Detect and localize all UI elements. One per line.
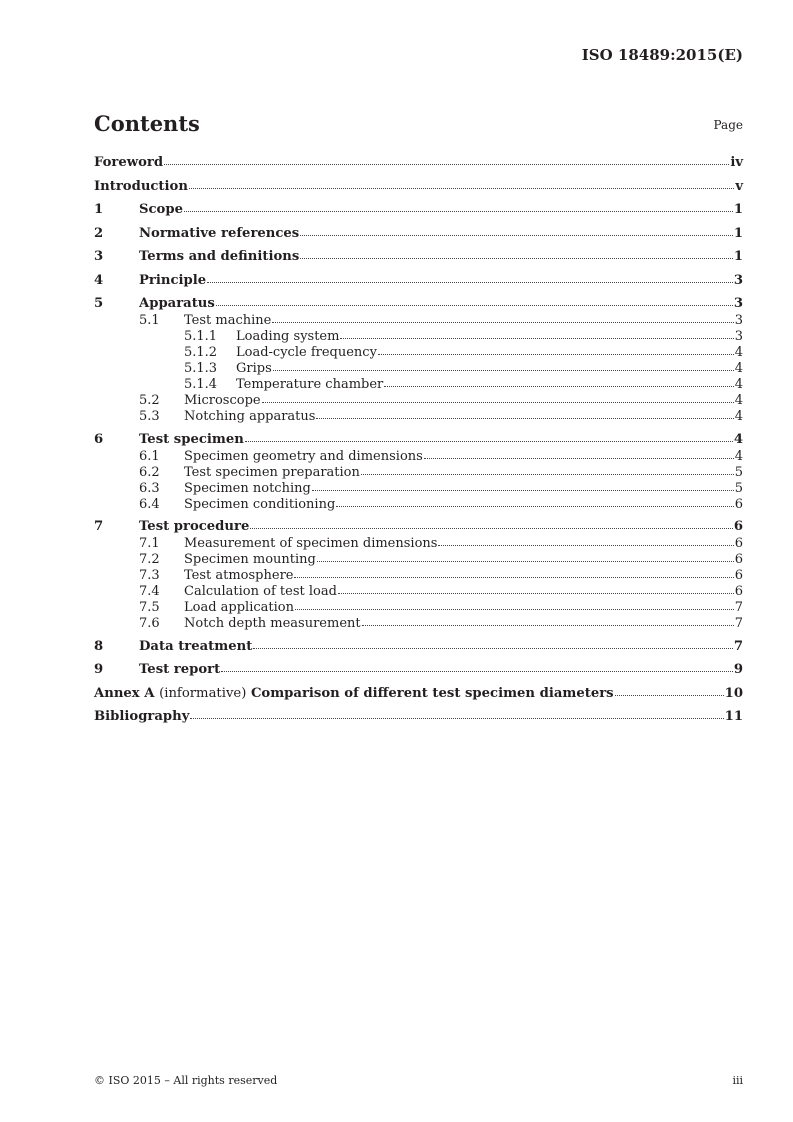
toc-entry-page: 6 xyxy=(733,519,743,534)
dot-leader xyxy=(216,305,733,306)
toc-entry-number: 4 xyxy=(94,272,104,288)
toc-entry[interactable] xyxy=(94,600,743,616)
table-of-contents xyxy=(94,154,743,726)
toc-entry-title: Test machine xyxy=(184,313,272,328)
toc-entry-page: 7 xyxy=(733,638,743,654)
toc-entry-page: 4 xyxy=(734,377,743,392)
toc-entry[interactable] xyxy=(94,178,743,196)
toc-entry-title: Specimen geometry and dimensions xyxy=(184,448,423,464)
toc-entry-number: 5.1.2 xyxy=(184,345,218,360)
toc-entry-title: Load-cycle frequency xyxy=(236,345,377,360)
footer-copyright: © ISO 2015 – All rights reserved xyxy=(94,1074,278,1087)
toc-entry-number: 6.2 xyxy=(139,464,160,480)
toc-entry-number: 5.1.1 xyxy=(184,329,218,344)
toc-entry-title: Test atmosphere xyxy=(184,568,294,583)
toc-entry[interactable] xyxy=(94,497,743,513)
toc-entry-page: 5 xyxy=(734,480,743,496)
toc-entry-page: 1 xyxy=(733,249,743,264)
toc-entry[interactable] xyxy=(94,248,743,266)
dot-leader xyxy=(273,370,734,371)
toc-entry-number: 6.4 xyxy=(139,496,160,512)
toc-entry-page: 3 xyxy=(733,296,743,311)
dot-leader xyxy=(338,593,734,594)
toc-entry-page: 6 xyxy=(734,536,743,551)
toc-entry-number: 6.3 xyxy=(139,480,160,496)
toc-entry-annex-note: (informative) xyxy=(159,685,247,701)
toc-entry-title: Apparatus xyxy=(139,296,215,311)
dot-leader xyxy=(189,188,734,189)
toc-entry[interactable] xyxy=(94,201,743,219)
toc-entry-title: Test specimen xyxy=(139,431,244,447)
dot-leader xyxy=(378,354,734,355)
toc-entry-page: 7 xyxy=(734,616,743,631)
toc-entry[interactable] xyxy=(94,313,743,329)
toc-entry-title: Load application xyxy=(184,600,294,615)
toc-entry-title: Notch depth measurement xyxy=(184,616,361,631)
page-column-label: Page xyxy=(713,118,743,132)
toc-entry[interactable] xyxy=(94,536,743,552)
dot-leader xyxy=(300,258,733,259)
dot-leader xyxy=(438,545,733,546)
dot-leader xyxy=(253,648,733,649)
toc-entry-title: Introduction xyxy=(94,178,188,194)
toc-entry-title: Annex A (informative) Comparison of different test specimen diameters xyxy=(94,685,614,701)
toc-entry[interactable] xyxy=(94,685,743,703)
toc-entry[interactable] xyxy=(94,449,743,465)
dot-leader xyxy=(207,282,733,283)
toc-entry-number: 7.2 xyxy=(139,552,160,567)
dot-leader xyxy=(245,441,733,442)
toc-entry-number: 7.4 xyxy=(139,584,160,599)
dot-leader xyxy=(336,506,733,507)
toc-entry-page: 4 xyxy=(734,393,743,408)
toc-entry-title: Temperature chamber xyxy=(236,377,384,392)
toc-entry-page: 4 xyxy=(734,409,743,424)
toc-entry-number: 7.5 xyxy=(139,600,160,615)
toc-entry-page: 6 xyxy=(734,552,743,567)
dot-leader xyxy=(361,474,734,475)
dot-leader xyxy=(272,322,733,323)
toc-entry-title: Normative references xyxy=(139,225,300,241)
toc-entry[interactable] xyxy=(94,345,743,361)
toc-entry[interactable] xyxy=(94,154,743,172)
dot-leader xyxy=(221,671,733,672)
toc-entry-title: Principle xyxy=(139,272,207,288)
toc-entry[interactable] xyxy=(94,409,743,425)
toc-entry-number: 7.6 xyxy=(139,616,160,631)
toc-entry-page: 6 xyxy=(734,568,743,583)
toc-entry[interactable] xyxy=(94,329,743,345)
document-id: ISO 18489:2015(E) xyxy=(581,46,743,64)
toc-entry-number: 5.1 xyxy=(139,313,160,328)
toc-entry[interactable] xyxy=(94,568,743,584)
toc-entry[interactable] xyxy=(94,552,743,568)
toc-entry-page: 7 xyxy=(734,600,743,615)
toc-entry-number: 6 xyxy=(94,431,104,447)
toc-entry-title: Bibliography xyxy=(94,709,190,724)
dot-leader xyxy=(615,695,724,696)
dot-leader xyxy=(250,528,732,529)
toc-entry[interactable] xyxy=(94,708,743,726)
dot-leader xyxy=(294,577,733,578)
toc-entry-title: Test report xyxy=(139,662,221,677)
toc-entry-page: iv xyxy=(730,155,743,170)
footer-page-number: iii xyxy=(732,1074,743,1087)
dot-leader xyxy=(312,490,734,491)
toc-entry-number: 7.1 xyxy=(139,536,160,551)
toc-entry-title: Specimen conditioning xyxy=(184,496,336,512)
toc-entry-number: 2 xyxy=(94,225,104,241)
toc-entry-title: Scope xyxy=(139,202,183,217)
dot-leader xyxy=(295,609,734,610)
toc-entry-title: Test specimen preparation xyxy=(184,464,360,480)
page-title: Contents xyxy=(94,111,200,136)
toc-entry-page: 3 xyxy=(734,329,743,344)
toc-entry-number: 5.1.3 xyxy=(184,361,218,376)
toc-entry-title: Loading system xyxy=(236,329,340,344)
toc-entry-page: 4 xyxy=(733,431,743,447)
dot-leader xyxy=(164,164,729,165)
toc-entry[interactable] xyxy=(94,465,743,481)
toc-entry-title: Specimen mounting xyxy=(184,552,316,567)
toc-entry[interactable] xyxy=(94,616,743,632)
toc-entry-title: Calculation of test load xyxy=(184,584,337,599)
toc-entry-title: Microscope xyxy=(184,393,261,408)
toc-entry-page: v xyxy=(735,178,743,194)
toc-entry-number: 5.3 xyxy=(139,409,160,424)
toc-entry-title: Test procedure xyxy=(139,519,250,534)
dot-leader xyxy=(340,338,733,339)
toc-entry-page: 3 xyxy=(733,272,743,288)
toc-entry-page: 4 xyxy=(734,345,743,360)
toc-entry-number: 5 xyxy=(94,296,104,311)
toc-entry-page: 4 xyxy=(734,361,743,376)
toc-entry-page: 4 xyxy=(734,448,743,464)
toc-entry[interactable] xyxy=(94,481,743,497)
dot-leader xyxy=(424,458,734,459)
dot-leader xyxy=(300,235,733,236)
toc-entry-page: 1 xyxy=(733,202,743,217)
toc-entry-page: 3 xyxy=(734,313,743,328)
toc-entry-page: 6 xyxy=(734,584,743,599)
toc-entry-title: Grips xyxy=(236,361,272,376)
toc-entry-number: 9 xyxy=(94,662,104,677)
dot-leader xyxy=(190,718,723,719)
toc-entry[interactable] xyxy=(94,584,743,600)
toc-entry[interactable] xyxy=(94,431,743,449)
toc-entry-title: Foreword xyxy=(94,155,164,170)
toc-entry-title: Terms and definitions xyxy=(139,249,300,264)
toc-entry[interactable] xyxy=(94,518,743,536)
toc-entry-title: Specimen notching xyxy=(184,480,311,496)
dot-leader xyxy=(316,418,733,419)
toc-entry-number: 6.1 xyxy=(139,448,160,464)
toc-entry-number: 5.2 xyxy=(139,393,160,408)
toc-entry-title: Measurement of specimen dimensions xyxy=(184,536,438,551)
toc-entry[interactable] xyxy=(94,295,743,313)
toc-entry[interactable] xyxy=(94,225,743,243)
toc-entry-page: 5 xyxy=(734,464,743,480)
toc-entry-number: 7.3 xyxy=(139,568,160,583)
dot-leader xyxy=(262,402,734,403)
toc-entry-number: 3 xyxy=(94,249,104,264)
toc-entry-title: Notching apparatus xyxy=(184,409,316,424)
dot-leader xyxy=(184,211,733,212)
toc-entry[interactable] xyxy=(94,638,743,656)
toc-entry[interactable] xyxy=(94,377,743,393)
toc-entry[interactable] xyxy=(94,272,743,290)
toc-entry-page: 11 xyxy=(724,709,743,724)
toc-entry[interactable] xyxy=(94,661,743,679)
toc-entry-page: 1 xyxy=(733,225,743,241)
toc-entry[interactable] xyxy=(94,393,743,409)
toc-entry-page: 9 xyxy=(733,662,743,677)
toc-entry-number: 7 xyxy=(94,519,104,534)
toc-entry-annex-title: Comparison of different test specimen diameters xyxy=(250,685,614,701)
toc-entry-page: 10 xyxy=(724,685,743,701)
toc-entry[interactable] xyxy=(94,361,743,377)
dot-leader xyxy=(317,561,734,562)
toc-entry-title: Data treatment xyxy=(139,638,253,654)
toc-entry-page: 6 xyxy=(734,496,743,512)
dot-leader xyxy=(384,386,733,387)
toc-entry-number: 8 xyxy=(94,638,104,654)
dot-leader xyxy=(362,625,734,626)
toc-entry-number: 1 xyxy=(94,202,104,217)
toc-entry-number: 5.1.4 xyxy=(184,377,218,392)
